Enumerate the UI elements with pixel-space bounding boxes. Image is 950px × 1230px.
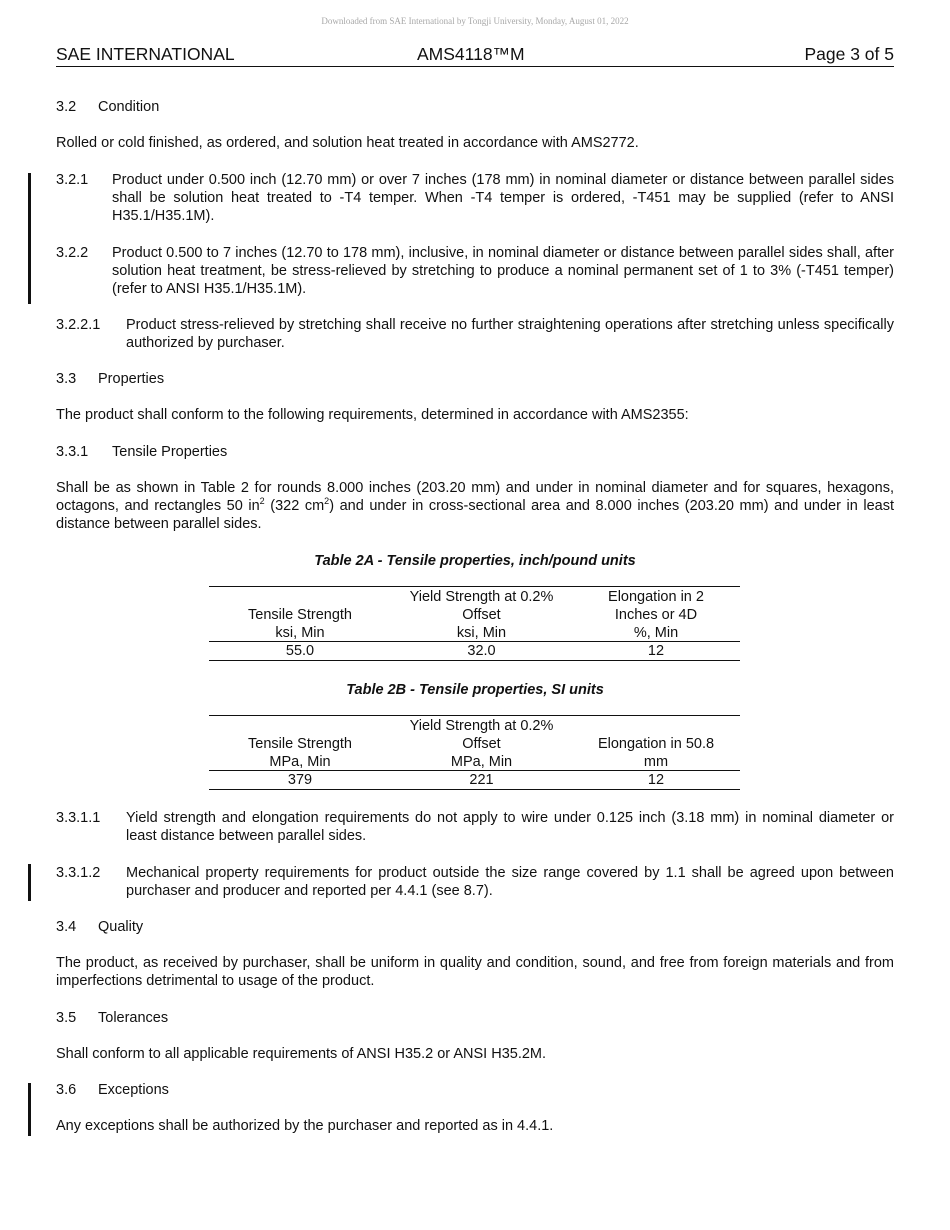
table-2a-yield-value: 32.0 xyxy=(467,643,496,659)
section-3-5-body: Shall conform to all applicable requirements of ANSI H35.2 or ANSI H35.2M. xyxy=(56,1046,547,1062)
section-3-3-1-title: Tensile Properties xyxy=(112,444,228,460)
table-2a-tensile-value: 55.0 xyxy=(285,643,315,659)
table-2a-header-cell: %, Min xyxy=(633,625,679,641)
table-2a-elongation-value: 12 xyxy=(647,643,665,659)
page-header xyxy=(56,44,894,67)
revision-change-bar xyxy=(28,1083,31,1136)
table-2b-header-cell: Elongation in 50.8 xyxy=(597,736,715,752)
section-3-5-number: 3.5 xyxy=(56,1010,77,1026)
section-3-3-body: The product shall conform to the following requirements, determined in accordance with AMS2355: xyxy=(56,407,689,423)
table-2a-header-cell: Tensile Strength xyxy=(248,607,352,623)
table-2b-elongation-value: 12 xyxy=(647,772,665,788)
section-3-3-number: 3.3 xyxy=(56,371,77,387)
table-2a-header-cell: Offset xyxy=(462,607,501,623)
section-3-3-1-body: Shall be as shown in Table 2 for rounds 8.000 inches (203.20 mm) and under in nominal diameter and for squares, hexagons, octagons, and rectangles 50 $in^2$ (322 $cm^2$) and under in cross-sectional area and 8.000 inches (203.20 mm) and under in least distance between parallel sides. xyxy=(56,480,894,532)
section-3-2-2-1-text: Product stress-relieved by stretching shall receive no further straightening operations after stretching unless specifically authorized by purchaser. xyxy=(126,317,894,351)
table-2b-header-cell: mm xyxy=(643,754,669,770)
section-3-5-title: Tolerances xyxy=(98,1010,169,1026)
section-3-2-number: 3.2 xyxy=(56,99,77,115)
section-3-3-1-number: 3.3.1 xyxy=(56,444,89,460)
section-3-3-1-1-number: 3.3.1.1 xyxy=(56,810,101,826)
table-2b-header-cell: MPa, Min xyxy=(269,754,331,770)
table-2b-header-cell: Yield Strength at 0.2% xyxy=(409,718,554,734)
section-3-4-body: The product, as received by purchaser, shall be uniform in quality and condition, sound, and free from foreign materials and from imperfections detrimental to usage of the product. xyxy=(56,955,894,989)
table-2a xyxy=(209,586,740,662)
section-3-2-1-text: Product under 0.500 inch (12.70 mm) or over 7 inches (178 mm) in nominal diameter or distance between parallel sides shall be solution heat treated to -T4 temper. When -T4 temper is ordered, -T451 may be supplied (refer to ANSI H35.1/H35.1M). xyxy=(112,172,894,224)
download-watermark: Downloaded from SAE International by Tongji University, Monday, August 01, 2022 xyxy=(321,16,629,26)
table-2b-header-cell: Offset xyxy=(462,736,501,752)
section-3-6-title: Exceptions xyxy=(98,1082,169,1098)
table-2a-header-cell: ksi, Min xyxy=(456,625,507,641)
revision-change-bar xyxy=(28,173,31,304)
table-2b-caption: Table 2B - Tensile properties, SI units xyxy=(346,682,604,698)
table-2a-header-cell: ksi, Min xyxy=(275,625,325,641)
table-2a-caption: Table 2A - Tensile properties, inch/pound units xyxy=(314,553,636,569)
header-page-number: Page 3 of 5 xyxy=(804,44,894,64)
section-3-4-title: Quality xyxy=(98,919,144,935)
table-2a-header-cell: Elongation in 2 xyxy=(608,589,704,605)
section-3-2-body: Rolled or cold finished, as ordered, and solution heat treated in accordance with AMS2772. xyxy=(56,135,639,151)
section-3-2-2-1-number: 3.2.2.1 xyxy=(56,317,101,333)
table-2b xyxy=(209,715,740,791)
section-3-3-1-2-text: Mechanical property requirements for product outside the size range covered by 1.1 shall be agreed upon between purchaser and producer and reported per 4.4.1 (see 8.7). xyxy=(126,865,894,899)
table-2b-yield-value: 221 xyxy=(469,772,494,788)
section-3-4-number: 3.4 xyxy=(56,919,77,935)
header-org: SAE INTERNATIONAL xyxy=(56,44,235,64)
section-3-3-1-2-number: 3.3.1.2 xyxy=(56,865,101,881)
section-3-2-2-number: 3.2.2 xyxy=(56,245,89,261)
table-2b-tensile-value: 379 xyxy=(287,772,313,788)
section-3-6-body: Any exceptions shall be authorized by the purchaser and reported as in 4.4.1. xyxy=(56,1118,554,1134)
section-3-6-number: 3.6 xyxy=(56,1082,77,1098)
revision-change-bar xyxy=(28,864,31,901)
table-2a-header-cell: Inches or 4D xyxy=(614,607,698,623)
section-3-2-title: Condition xyxy=(98,99,160,115)
table-2b-header-cell: MPa, Min xyxy=(450,754,513,770)
section-3-3-1-1-text: Yield strength and elongation requirements do not apply to wire under 0.125 inch (3.18 mm) in nominal diameter or least distance between parallel sides. xyxy=(126,810,894,844)
table-2a-header-cell: Yield Strength at 0.2% xyxy=(409,589,554,605)
section-3-2-1-number: 3.2.1 xyxy=(56,172,89,188)
header-doc-number: AMS4118™M xyxy=(417,44,525,64)
section-3-3-title: Properties xyxy=(98,371,165,387)
table-2b-header-cell: Tensile Strength xyxy=(248,736,352,752)
section-3-2-2-text: Product 0.500 to 7 inches (12.70 to 178 mm), inclusive, in nominal diameter or distance between parallel sides shall, after solution heat treatment, be stress-relieved by stretching to produce a nominal permanent set of 1 to 3% (-T451 temper) (refer to ANSI H35.1/H35.1M). xyxy=(112,245,894,297)
